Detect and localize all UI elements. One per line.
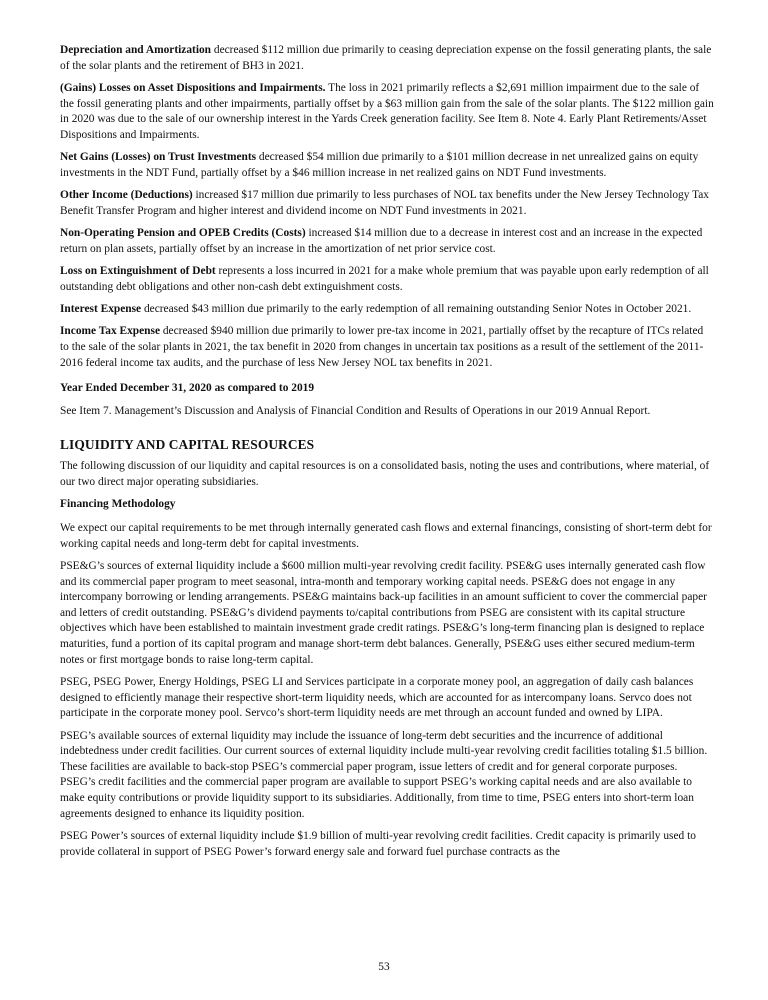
paragraph-depreciation — [60, 43, 714, 74]
lead-loss-extinguishment: Loss on Extinguishment of Debt — [60, 265, 216, 278]
paragraph-gains-losses — [60, 81, 714, 143]
year-comparison-text: See Item 7. Management’s Discussion and Analysis of Financial Condition and Results of Operations in our 2019 Annual Report. — [60, 404, 651, 417]
section-title-liquidity: LIQUIDITY AND CAPITAL RESOURCES — [60, 437, 315, 453]
lead-other-income: Other Income (Deductions) — [60, 189, 193, 202]
financing-paragraph-requirements: We expect our capital requirements to be met through internally generated cash flows and external financings, consisting of short-term debt for working capital needs and long-term debt for capital investments. — [60, 522, 712, 550]
lead-depreciation: Depreciation and Amortization — [60, 44, 212, 56]
financing-paragraph-power-sources: PSEG Power’s sources of external liquidity include $1.9 billion of multi-year revolving credit facilities. Credit capacity is primarily used to provide collateral in support of PSEG Power’s forward energy sale and forward fuel purchase contracts as the — [60, 829, 696, 858]
section-intro: The following discussion of our liquidity and capital resources is on a consolidated basis, noting the uses and contributions, where material, of our two direct major operating subsidiaries. — [60, 460, 710, 489]
lead-gains-losses: (Gains) Losses on Asset Dispositions and Impairments. — [60, 81, 326, 94]
text-gains-losses: The loss in 2021 primarily reflects a $2,691 million impairment due to the sale of the fossil generating plants and other impairments, partially offset by a $63 million gain from the sale of the solar plants. The $122 million gain in 2020 was due to the sale of our ownership interest in the Yards Creek generation facility. See Item 8. Note 4. Early Plant Retirements/Asset Dispositions and Impairments. — [60, 81, 714, 141]
financing-methodology-heading: Financing Methodology — [60, 498, 176, 511]
lead-interest-expense: Interest Expense — [60, 303, 142, 316]
page-number: 53 — [378, 961, 390, 973]
financing-paragraph-pseg-available: PSEG’s available sources of external liquidity may include the issuance of long-term debt securities and the incurrence of additional indebtedness under credit facilities. Our current sources of external liquidity include multi-year revolving credit facilities totaling $1.5 billion. These facilities are available to back-stop PSEG’s commercial paper program, issue letters of credit and for general corporate purposes. PSEG’s credit facilities and the commercial paper program are available to support PSEG’s working capital needs and are also available to make equity contributions or provide liquidity support to its subsidiaries. Additionally, from time to time, PSEG enters into short-term loan agreements designed to enhance its liquidity position. — [60, 729, 708, 820]
financing-paragraph-pseg-sources: PSE&G’s sources of external liquidity include a $600 million multi-year revolving credit facility. PSE&G uses internally generated cash flow and its commercial paper program to meet seasonal, intra-month and temporary working capital needs. PSE&G does not engage in any intercompany borrowing or lending arrangements. PSE&G maintains back-up facilities in an amount sufficient to cover the commercial paper and letters of credit outstanding. PSE&G’s dividend payments to/capital contributions from PSEG are consistent with its capital structure objectives which have been established to maintain investment grade credit ratings. PSE&G’s long-term financing plan is designed to replace maturities, fund a portion of its capital program and manage short-term debt balances. Generally, PSE&G uses either secured medium-term notes or first mortgage bonds to raise long-term capital. — [60, 560, 707, 666]
lead-income-tax: Income Tax Expense — [60, 325, 161, 338]
document-page — [60, 43, 714, 867]
text-trust-investments: decreased $54 million due primarily to a $101 million decrease in net unrealized gains on equity investments in the NDT Fund, partially offset by a $46 million increase in net realized gains on NDT Fund investments. — [60, 151, 699, 179]
text-other-income: increased $17 million due primarily to less purchases of NOL tax benefits under the New Jersey Technology Tax Benefit Transfer Program and higher interest and dividend income on NDT Fund investments in 2021. — [60, 189, 710, 217]
text-income-tax: decreased $940 million due primarily to lower pre-tax income in 2021, partially offset by the recapture of ITCs related to the sale of the solar plants in 2021, the tax benefit in 2020 from changes in uncertain tax positions as a result of the settlement of the 2011-2016 federal income tax audits, and the purchase of less New Jersey NOL tax benefits in 2021. — [60, 325, 704, 369]
paragraph-trust-investments — [60, 150, 714, 181]
text-depreciation: decreased $112 million due primarily to ceasing depreciation expense on the fossil generating plants, the sale of the solar plants and the retirement of BH3 in 2021. — [60, 44, 712, 72]
paragraph-income-tax — [60, 324, 714, 371]
financing-paragraph-money-pool: PSEG, PSEG Power, Energy Holdings, PSEG LI and Services participate in a corporate money pool, an aggregation of daily cash balances designed to efficiently manage their respective short-term liquidity needs, which are accounted for as intercompany loans. Servco does not participate in the corporate money pool. Servco’s short-term liquidity needs are met through an account funded and owned by LIPA. — [60, 675, 694, 720]
year-comparison-heading: Year Ended December 31, 2020 as compared to 2019 — [60, 382, 315, 395]
paragraph-interest-expense — [60, 302, 714, 318]
lead-trust-investments: Net Gains (Losses) on Trust Investments — [60, 151, 257, 164]
paragraph-loss-extinguishment — [60, 264, 714, 295]
paragraph-pension-opeb — [60, 226, 714, 257]
text-loss-extinguishment: represents a loss incurred in 2021 for a make whole premium that was payable upon early redemption of all outstanding debt obligations and other non-cash debt extinguishment costs. — [60, 265, 709, 293]
paragraph-other-income — [60, 188, 714, 219]
text-interest-expense: decreased $43 million due primarily to the early redemption of all remaining outstanding Senior Notes in October 2021. — [141, 303, 692, 316]
lead-pension-opeb: Non-Operating Pension and OPEB Credits (Costs) — [60, 227, 306, 240]
text-pension-opeb: increased $14 million due to a decrease in interest cost and an increase in the expected return on plan assets, partially offset by an increase in the amortization of net prior service cost. — [60, 227, 703, 255]
